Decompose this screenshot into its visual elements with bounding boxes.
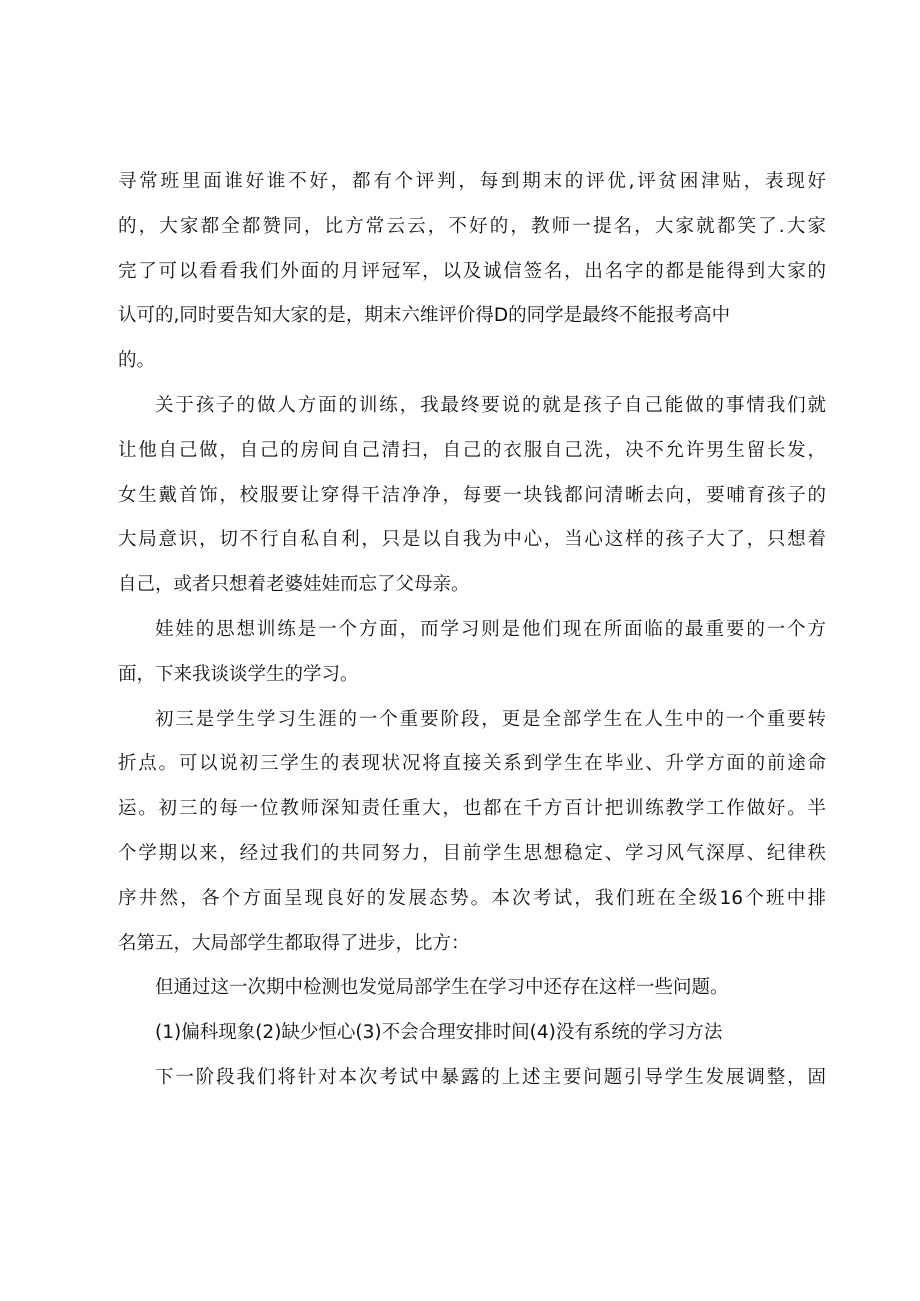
text-line: 初三是学生学习生涯的一个重要阶段，更是全部学生在人生中的一个重要转 <box>155 708 826 730</box>
text-line: 序井然，各个方面呈现良好的发展态势。本次考试，我们班在全级16个班中排 <box>118 887 826 909</box>
document-body <box>118 160 826 1101</box>
text-line: (1)偏科现象(2)缺少恒心(3)不会合理安排时间(4)没有系统的学习方法 <box>155 1022 723 1044</box>
text-line: 的。 <box>118 350 156 372</box>
text-line: 自己，或者只想着老婆娃娃而忘了父母亲。 <box>118 574 470 596</box>
text-line: 折点。可以说初三学生的表现状况将直接关系到学生在毕业、升学方面的前途命 <box>118 753 826 775</box>
text-line: 面，下来我谈谈学生的学习。 <box>118 663 359 685</box>
text-line: 完了可以看看我们外面的月评冠军，以及诚信签名，出名字的都是能得到大家的 <box>118 260 826 282</box>
text-line: 的，大家都全都赞同，比方常云云，不好的，教师一提名，大家就都笑了.大家 <box>118 215 826 237</box>
text-line: 女生戴首饰，校服要让穿得干洁净净，每要一块钱都问清晰去向，要哺育孩子的 <box>118 484 826 506</box>
text-line: 娃娃的思想训练是一个方面，而学习则是他们现在所面临的最重要的一个方 <box>155 618 826 640</box>
text-line: 让他自己做，自己的房间自己清扫，自己的衣服自己洗，决不允许男生留长发， <box>118 439 826 461</box>
text-line: 认可的,同时要告知大家的是，期末六维评价得D的同学是最终不能报考高中 <box>118 305 731 327</box>
text-line: 但通过这一次期中检测也发觉局部学生在学习中还存在这样一些问题。 <box>155 977 729 999</box>
text-line: 关于孩子的做人方面的训练，我最终要说的就是孩子自己能做的事情我们就 <box>155 394 826 416</box>
text-line: 大局意识，切不行自私自利，只是以自我为中心，当心这样的孩子大了，只想着 <box>118 529 826 551</box>
text-line: 个学期以来，经过我们的共同努力，目前学生思想稳定、学习风气深厚、纪律秩 <box>118 842 826 864</box>
text-line: 名第五，大局部学生都取得了进步，比方： <box>118 932 470 954</box>
text-line: 运。初三的每一位教师深知责任重大，也都在千方百计把训练教学工作做好。半 <box>118 798 826 820</box>
text-line: 寻常班里面谁好谁不好，都有个评判，每到期末的评优,评贫困津贴，表现好 <box>118 171 826 192</box>
text-line: 下一阶段我们将针对本次考试中暴露的上述主要问题引导学生发展调整，固 <box>155 1066 826 1088</box>
